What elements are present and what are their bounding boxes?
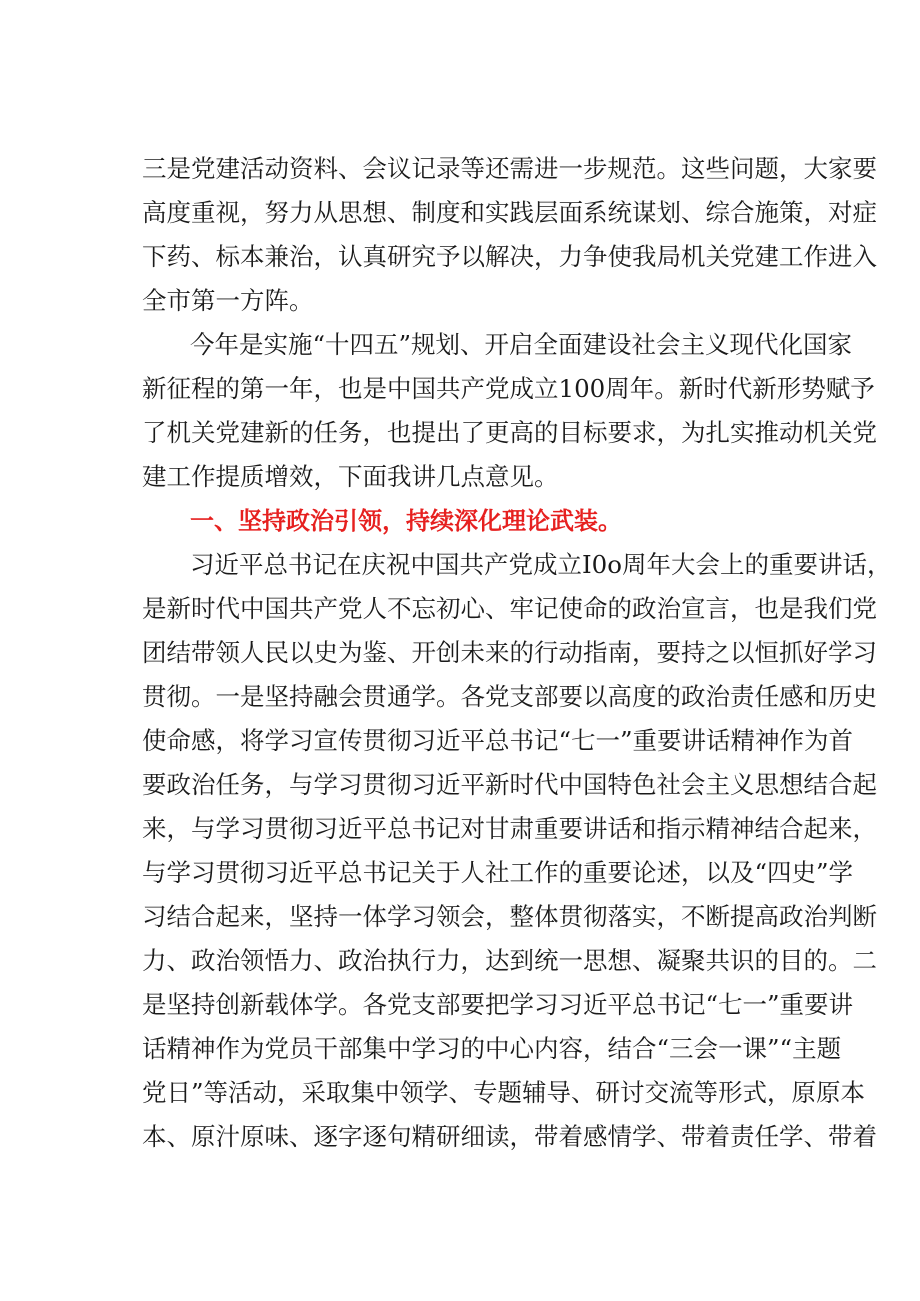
paragraph-3-line-6: 要政治任务，与学习贯彻习近平新时代中国特色社会主义思想结合起 [142,770,877,799]
paragraph-3-line-12: 话精神作为党员干部集中学习的中心内容，结合“三会一课”“主题 [142,1034,842,1063]
paragraph-1-line-2: 高度重视，努力从思想、制度和实践层面系统谋划、综合施策，对症 [142,198,877,227]
section-heading: 一、坚持政治引领，持续深化理论武装。 [190,507,622,535]
paragraph-3-line-7: 来，与学习贯彻习近平总书记对甘肃重要讲话和指示精神结合起来， [142,814,877,843]
paragraph-3-line-11: 是坚持创新载体学。各党支部要把学习习近平总书记“七一”重要讲 [142,990,854,1019]
paragraph-1-line-4: 全市第一方阵。 [142,286,314,315]
paragraph-2-line-3: 了机关党建新的任务，也提出了更高的目标要求，为扎实推动机关党 [142,418,877,447]
paragraph-3-line-10: 力、政治领悟力、政治执行力，达到统一思想、凝聚共识的目的。二 [142,946,877,975]
paragraph-3-line-2: 是新时代中国共产党人不忘初心、牢记使命的政治宣言，也是我们党 [142,594,877,623]
paragraph-1-line-3: 下药、标本兼治，认真研究予以解决，力争使我局机关党建工作进入 [142,242,877,271]
paragraph-3-line-14: 本、原汁原味、逐字逐句精研细读，带着感情学、带着责任学、带着 [142,1122,877,1151]
paragraph-2-line-4: 建工作提质增效，下面我讲几点意见。 [142,462,559,491]
paragraph-3-line-13: 党日”等活动，采取集中领学、专题辅导、研讨交流等形式，原原本 [142,1078,866,1107]
paragraph-3-line-3: 团结带领人民以史为鉴、开创未来的行动指南，要持之以恒抓好学习 [142,638,877,667]
paragraph-3-line-4: 贯彻。一是坚持融会贯通学。各党支部要以高度的政治责任感和历史 [142,682,877,711]
paragraph-3-line-1: 习近平总书记在庆祝中国共产党成立I0o周年大会上的重要讲话， [190,550,892,579]
paragraph-3-line-8: 与学习贯彻习近平总书记关于人社工作的重要论述，以及“四史”学 [142,858,854,887]
paragraph-2-line-2: 新征程的第一年，也是中国共产党成立100周年。新时代新形势赋予 [142,374,875,403]
paragraph-3-line-9: 习结合起来，坚持一体学习领会，整体贯彻落实，不断提高政治判断 [142,902,877,931]
paragraph-2-line-1: 今年是实施“十四五”规划、开启全面建设社会主义现代化国家 [190,330,853,359]
paragraph-1-line-1: 三是党建活动资料、会议记录等还需进一步规范。这些问题，大家要 [142,154,877,183]
paragraph-3-line-5: 使命感，将学习宣传贯彻习近平总书记“七一”重要讲话精神作为首 [142,726,854,755]
